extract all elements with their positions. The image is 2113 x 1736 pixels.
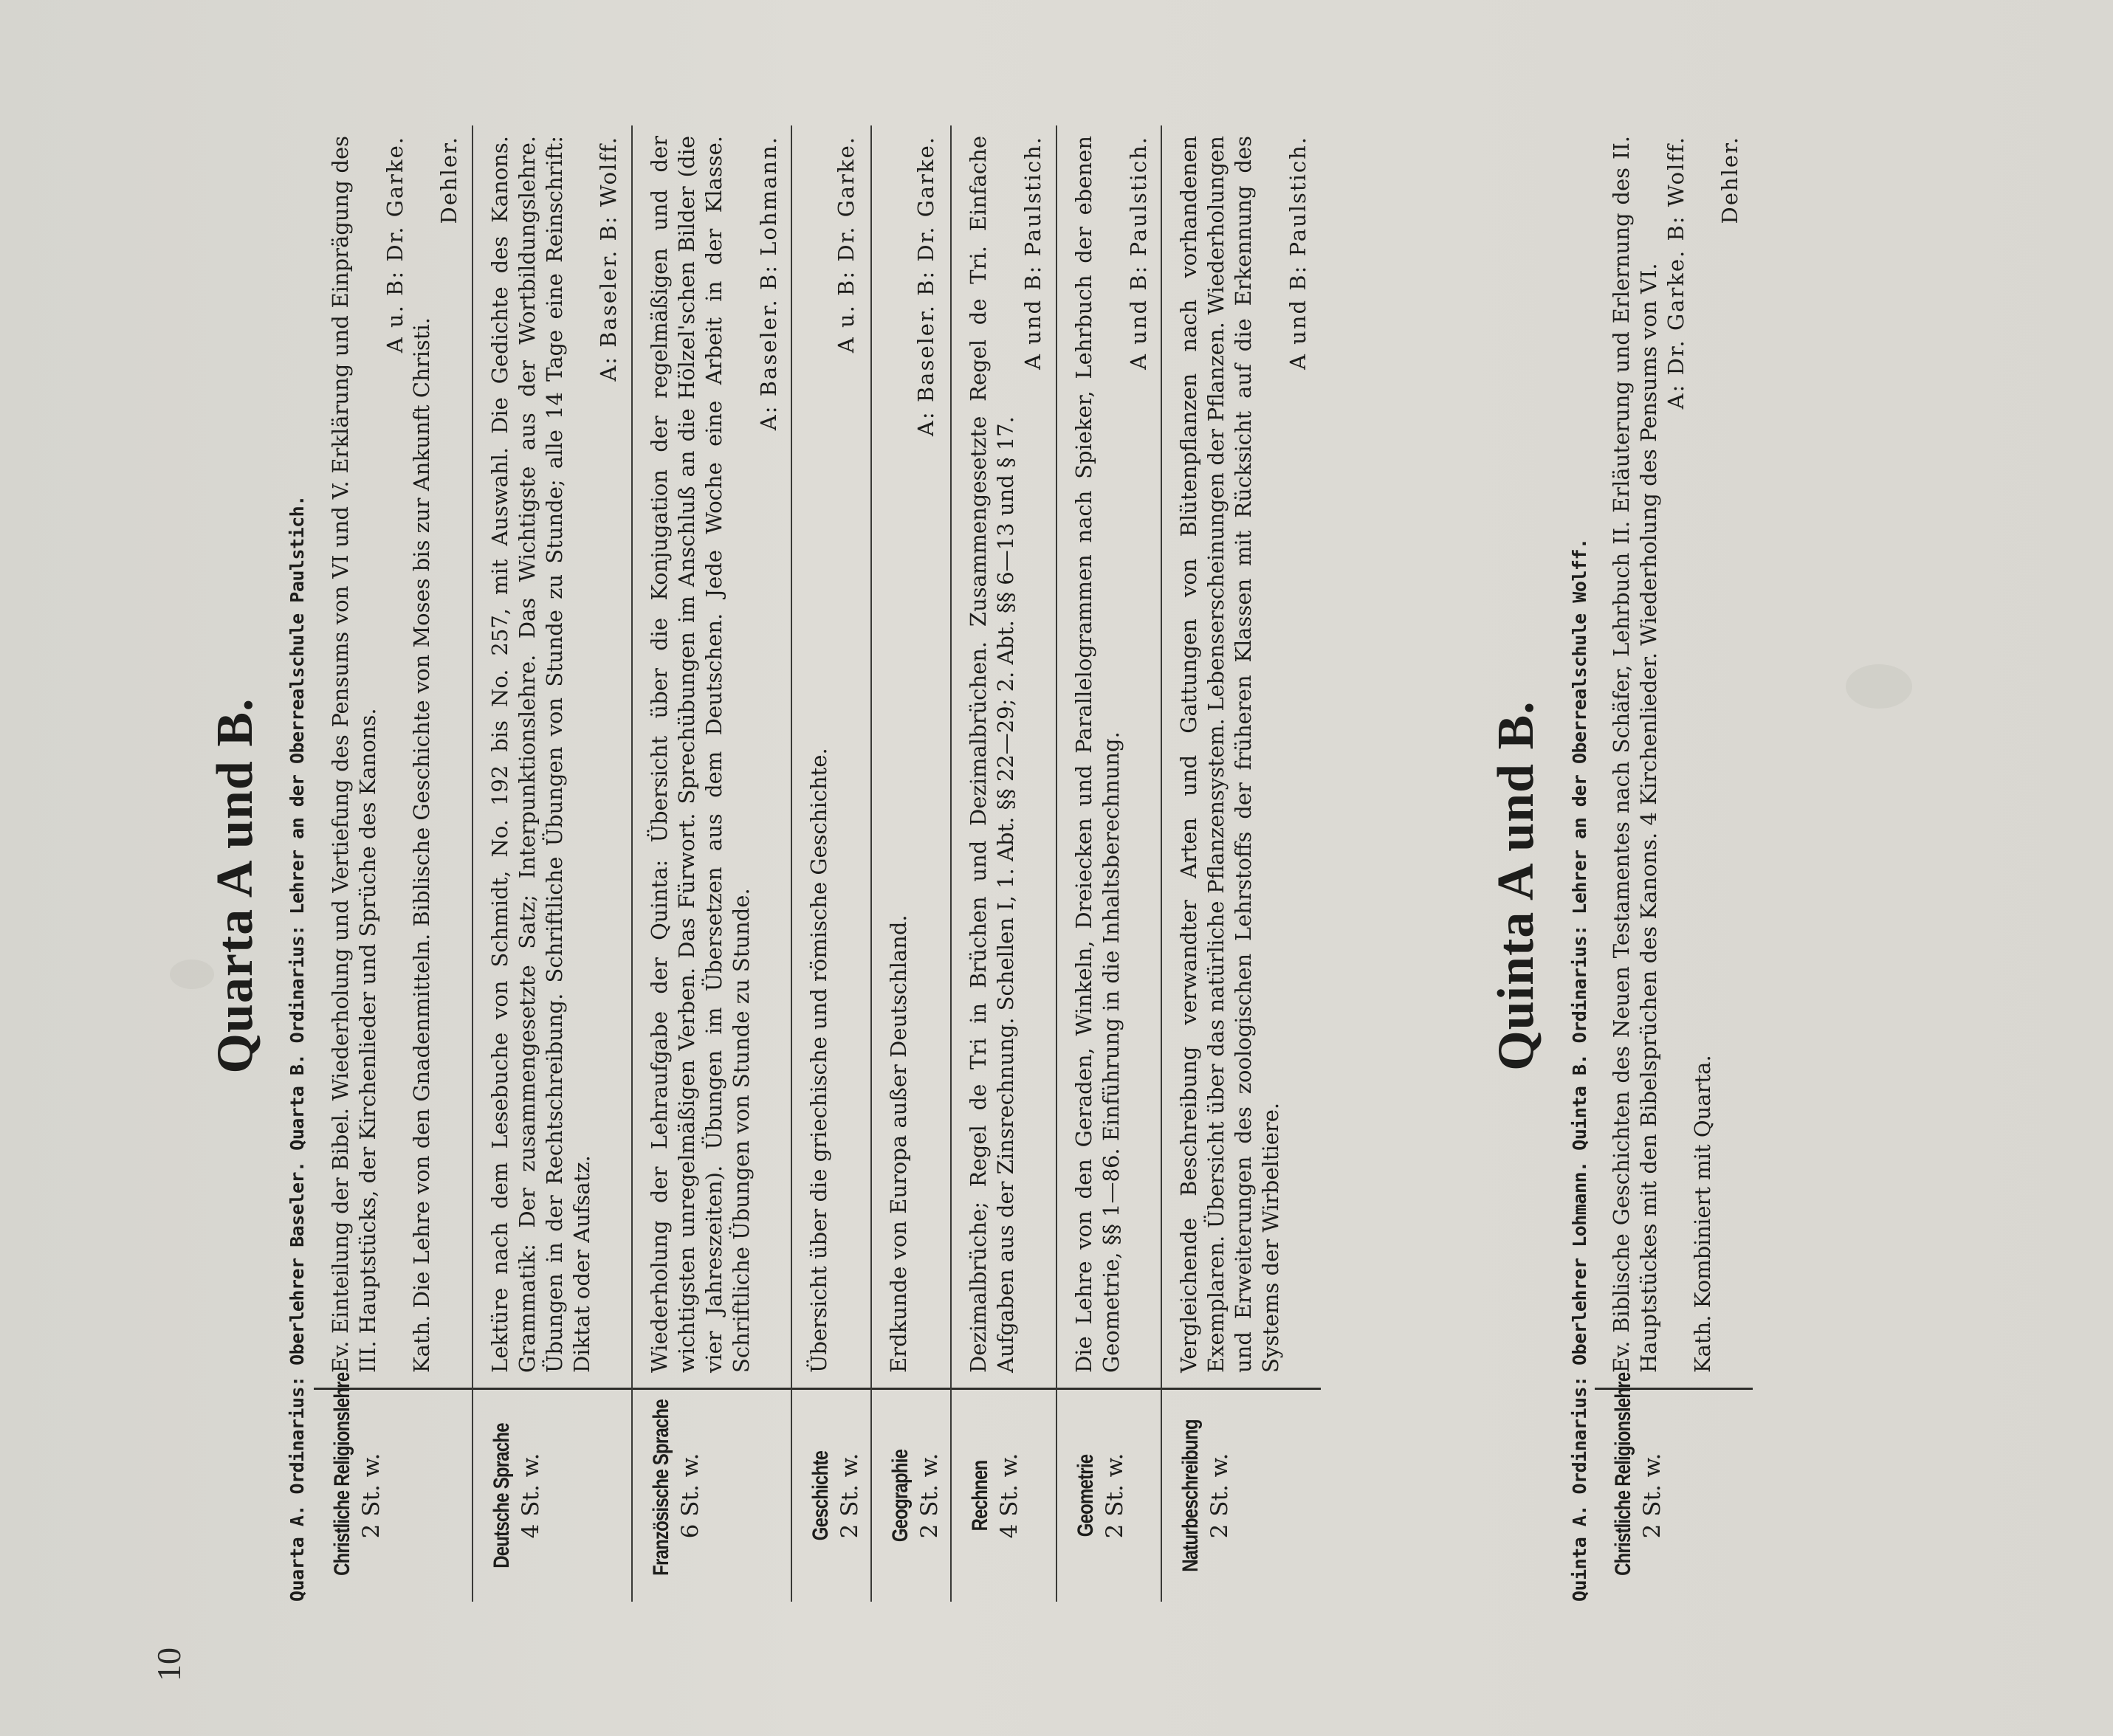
- subject-cell: [633, 1388, 791, 1602]
- teacher-line: A und B: Paulstich.: [1020, 136, 1046, 370]
- content-text: Dezimalbrüche; Regel de Tri in Brüchen und Dezimalbrüchen. Zusammengesetzte Regel de Tri. Einfache Aufgaben aus der Zinsrechnung. Schellen I, 1. Abt. §§ 22—29; 2. Abt. §§ 6—13 und § 17.: [966, 136, 1019, 1373]
- content-text: Übersicht über die griechische und römische Geschichte.: [806, 748, 832, 1373]
- table-row: [1161, 125, 1320, 1602]
- subject-cell: [872, 1388, 950, 1602]
- teacher-line: A und B: Paulstich.: [1285, 136, 1310, 370]
- content-cell: [314, 125, 472, 1388]
- subject-name: Christliche Religionslehre: [330, 1372, 354, 1576]
- content-text: Die Lehre von den Geraden, Winkeln, Dreiecken und Parallelogrammen nach Spieker, Lehrbuch der ebenen Geometrie, §§ 1—86. Einführung in die Inhaltsberechnung.: [1071, 136, 1124, 1373]
- table-row: [472, 125, 631, 1602]
- quinta-curriculum-table: [1595, 125, 1753, 1602]
- content-text: Kath. Kombiniert mit Quarta.: [1690, 1055, 1716, 1373]
- subject-name: Französische Sprache: [649, 1399, 674, 1576]
- teacher-line: A: Dr. Garke. B: Wolff.: [1663, 136, 1688, 410]
- content-text: Ev. Biblische Geschichten des Neuen Testamentes nach Schäfer, Lehrbuch II. Erläuterung und Erlernung des II. Hauptstückes mit den Bibelsprüchen des Kanons. 4 Kirchenlieder. Wiederholung des Pensums von VI.: [1609, 136, 1661, 1373]
- rotated-sheet: [148, 74, 1993, 1698]
- subject-hours: 2 St. w.: [1101, 1453, 1128, 1539]
- table-row: [870, 125, 950, 1602]
- table-row: [631, 125, 791, 1602]
- teacher-line: A u. B: Dr. Garke.: [382, 136, 408, 354]
- subject-hours: 2 St. w.: [836, 1453, 864, 1539]
- quarta-curriculum-table: [314, 125, 1321, 1602]
- subject-hours: 2 St. w.: [1639, 1453, 1666, 1539]
- table-row: [950, 125, 1055, 1602]
- content-cell: [792, 125, 870, 1388]
- quarta-title: Quarta A und B.: [207, 698, 264, 1074]
- subject-name: Deutsche Sprache: [489, 1423, 515, 1568]
- table-row: [791, 125, 870, 1602]
- content-text: Wiederholung der Lehraufgabe der Quinta: Übersicht über die Konjugation der regelmäßigen und der wichtigsten unregelmäßigen Verben. Das Fürwort. Sprechübungen im Anschluß an die Hölzel'schen Bilder (die vier Jahreszeiten). Übungen im Übersetzen aus dem Deutschen. Jede Woche eine Arbeit in der Klasse. Schriftliche Übungen von Stunde zu Stunde.: [647, 136, 754, 1373]
- content-text: Ev. Einteilung der Bibel. Wiederholung und Vertiefung des Pensums von VI und V. Erklärung und Einprägung des III. Hauptstücks, der Kirchenlieder und Sprüche des Kanons.: [328, 136, 380, 1373]
- content-cell: [1057, 125, 1161, 1388]
- table-row: [314, 125, 472, 1602]
- subject-name: Naturbeschreibung: [1178, 1419, 1203, 1572]
- content-cell: [872, 125, 950, 1388]
- subject-hours: 2 St. w.: [358, 1453, 385, 1539]
- content-cell: [952, 125, 1055, 1388]
- teacher-line: A: Baseler. B: Dr. Garke.: [913, 136, 939, 437]
- teacher-line: A: Baseler. B: Lohmann.: [755, 136, 781, 431]
- teacher-line: A: Baseler. B: Wolff.: [596, 136, 622, 382]
- table-row: [1595, 125, 1753, 1602]
- quinta-ordinarius: Quinta A. Ordinarius: Oberlehrer Lohmann. Quinta B. Ordinarius: Lehrer an der Oberrealschule Wolff.: [1569, 538, 1590, 1602]
- content-cell: [633, 125, 791, 1388]
- quinta-title: Quinta A und B.: [1488, 700, 1545, 1071]
- quarta-ordinarius: Quarta A. Ordinarius: Oberlehrer Baseler. Quarta B. Ordinarius: Lehrer an der Oberrealschule Paulstich.: [286, 495, 308, 1602]
- content-text: Vergleichende Beschreibung verwandter Arten und Gattungen von Blütenpflanzen nach vorhandenen Exemplaren. Übersicht über das natürliche Pflanzensystem. Lebenserscheinungen der Pflanzen. Wiederholungen und Erweiterungen des zoologischen Lehrstoffs der früheren Klassen mit Rücksicht auf die Erkennung des Systems der Wirbeltiere.: [1176, 136, 1283, 1373]
- subject-cell: [952, 1388, 1055, 1602]
- content-text: Erdkunde von Europa außer Deutschland.: [886, 914, 912, 1373]
- teacher-line: A und B: Paulstich.: [1125, 136, 1151, 370]
- subject-cell: [473, 1388, 631, 1602]
- table-row: [1056, 125, 1161, 1602]
- teacher-line: Dehler.: [1717, 136, 1743, 224]
- page-number: 10: [150, 1647, 188, 1681]
- subject-hours: 6 St. w.: [677, 1453, 704, 1539]
- subject-hours: 2 St. w.: [916, 1453, 944, 1539]
- teacher-line: A u. B: Dr. Garke.: [834, 136, 859, 354]
- subject-cell: [1057, 1388, 1161, 1602]
- content-cell: [473, 125, 631, 1388]
- teacher-line: Dehler.: [436, 136, 462, 224]
- subject-cell: [1162, 1388, 1320, 1602]
- subject-cell: [792, 1388, 870, 1602]
- subject-hours: 4 St. w.: [518, 1453, 545, 1539]
- subject-name: Rechnen: [968, 1460, 993, 1532]
- content-text: Lektüre nach dem Lesebuche von Schmidt, No. 192 bis No. 257, mit Auswahl. Die Gedichte des Kanons. Grammatik: Der zusammengesetzte Satz; Interpunktionslehre. Das Wichtigste aus der Wortbildungslehre. Übungen in der Rechtschreibung. Schriftliche Übungen von Stunde zu Stunde; alle 14 Tage eine Reinschrift: Diktat oder Aufsatz.: [487, 136, 594, 1373]
- subject-cell: [314, 1372, 472, 1602]
- subject-hours: 4 St. w.: [996, 1453, 1023, 1539]
- subject-hours: 2 St. w.: [1206, 1453, 1234, 1539]
- content-cell: [1162, 125, 1320, 1388]
- subject-name: Christliche Religionslehre: [1611, 1372, 1635, 1576]
- content-text: Kath. Die Lehre von den Gnadenmitteln. Biblische Geschichte von Moses bis zur Ankunft Christi.: [409, 317, 435, 1373]
- subject-cell: [1595, 1372, 1753, 1602]
- content-cell: [1595, 125, 1753, 1388]
- subject-name: Geographie: [888, 1449, 913, 1543]
- subject-name: Geometrie: [1073, 1454, 1098, 1537]
- subject-name: Geschichte: [808, 1450, 834, 1541]
